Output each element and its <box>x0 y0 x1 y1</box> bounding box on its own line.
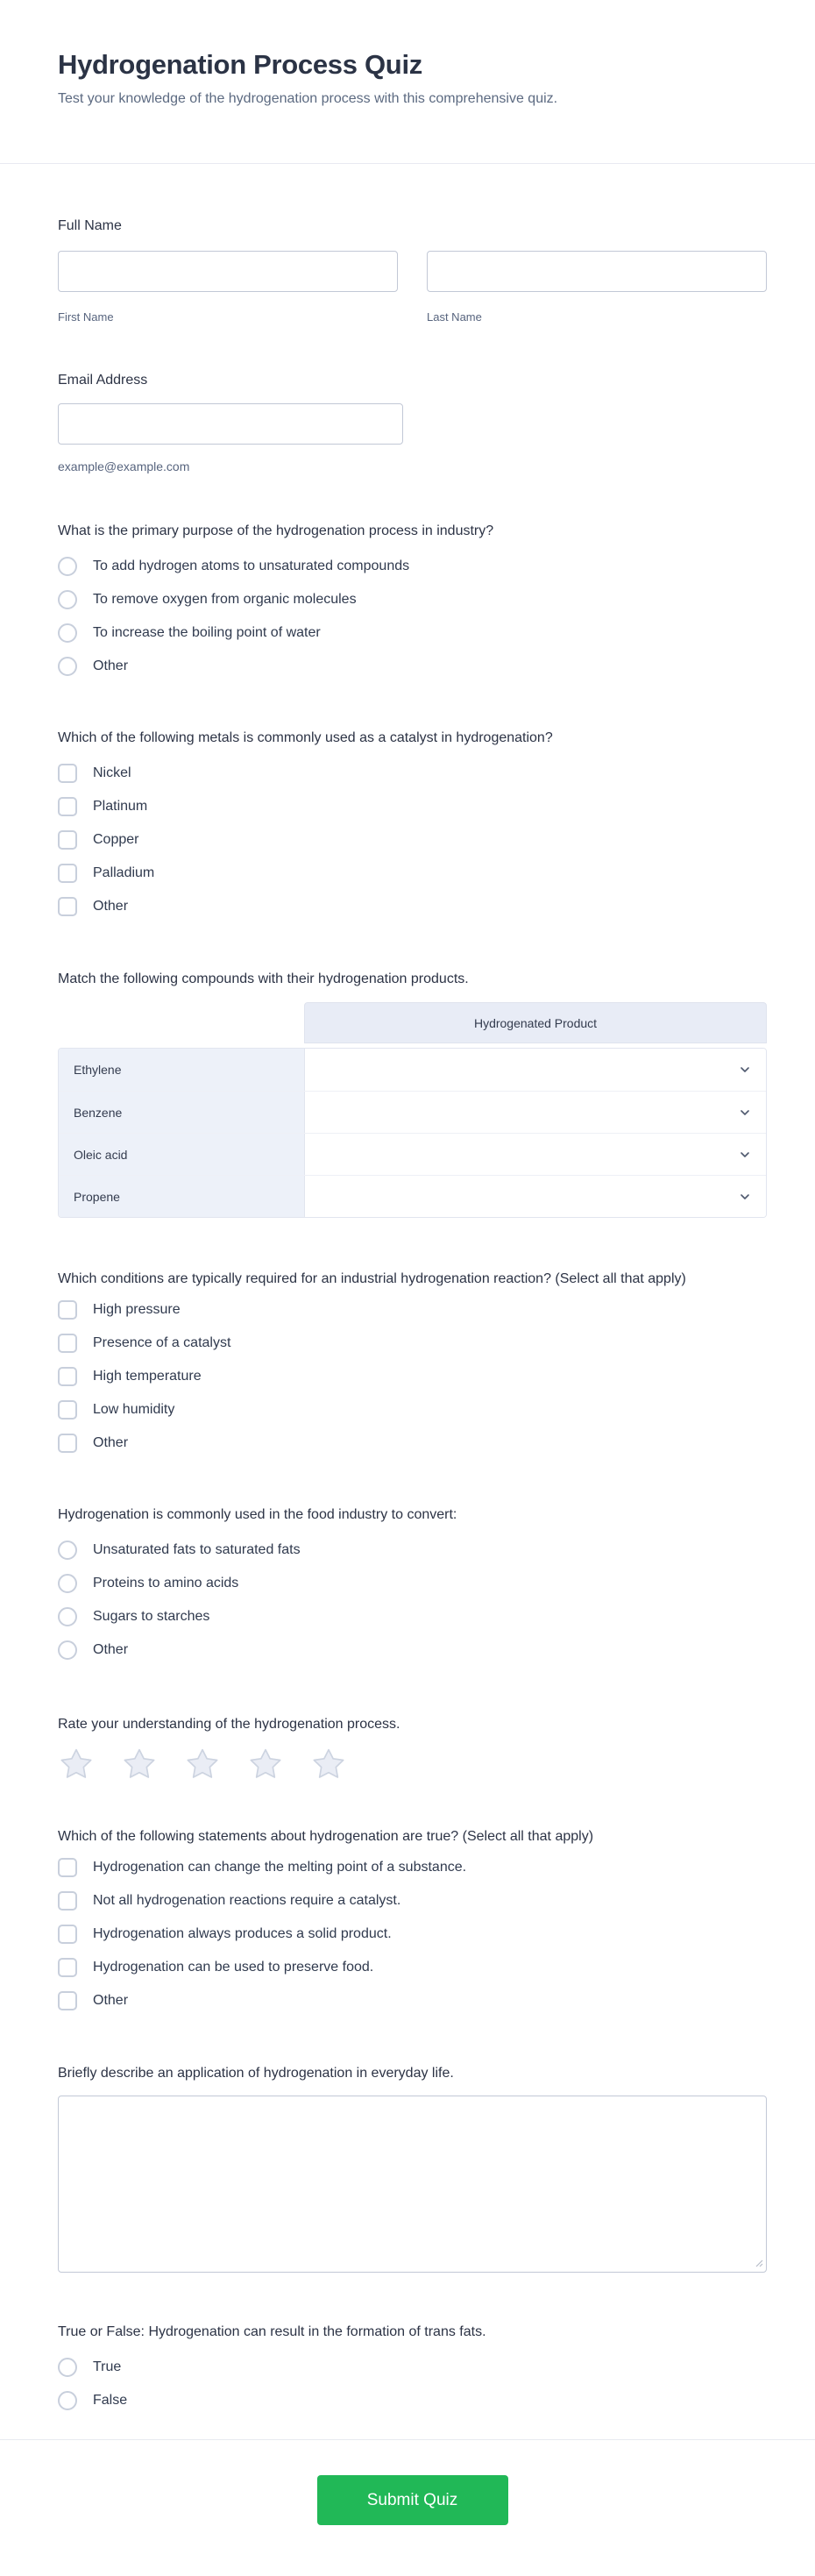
chevron-down-icon <box>738 1063 752 1077</box>
checkbox-icon[interactable] <box>58 1958 77 1977</box>
matrix-row-label: Propene <box>59 1176 305 1217</box>
radio-icon[interactable] <box>58 1607 77 1626</box>
option-label: To increase the boiling point of water <box>93 625 321 640</box>
matrix-corner <box>58 1002 304 1043</box>
option-label: Proteins to amino acids <box>93 1576 239 1590</box>
checkbox-option[interactable] <box>58 1333 767 1354</box>
radio-option[interactable] <box>58 1573 767 1594</box>
last-name-sublabel: Last Name <box>427 310 482 324</box>
question-purpose <box>58 519 767 677</box>
star-icon[interactable] <box>247 1747 284 1782</box>
checkbox-option[interactable] <box>58 1990 767 2011</box>
option-label: Sugars to starches <box>93 1609 210 1624</box>
matrix-select-propene[interactable] <box>305 1176 766 1217</box>
radio-option[interactable] <box>58 1540 767 1561</box>
checkbox-option[interactable] <box>58 1857 767 1878</box>
option-label: Other <box>93 1993 129 2008</box>
checkbox-icon[interactable] <box>58 1367 77 1386</box>
checkbox-option[interactable] <box>58 829 767 850</box>
option-label: Nickel <box>93 765 131 780</box>
matrix-select-oleic-acid[interactable] <box>305 1134 766 1175</box>
question-match <box>58 967 767 1218</box>
chevron-down-icon <box>738 1148 752 1162</box>
question-label: Which conditions are typically required for an industrial hydrogenation reaction? (Select all that apply) <box>58 1271 686 1286</box>
checkbox-icon[interactable] <box>58 864 77 883</box>
checkbox-option[interactable] <box>58 1890 767 1911</box>
matrix-row-label: Ethylene <box>59 1049 305 1091</box>
application-textarea[interactable] <box>58 2096 767 2273</box>
checkbox-option[interactable] <box>58 1957 767 1978</box>
option-label: Unsaturated fats to saturated fats <box>93 1542 301 1557</box>
question-application <box>58 2061 767 2273</box>
star-rating <box>58 1747 767 1782</box>
checkbox-icon[interactable] <box>58 1400 77 1420</box>
footer-divider <box>0 2439 815 2440</box>
matrix-row-label: Oleic acid <box>59 1134 305 1175</box>
full-name-field <box>58 214 767 324</box>
matrix-table <box>58 1002 767 1218</box>
full-name-label: Full Name <box>58 218 122 233</box>
option-label: To remove oxygen from organic molecules <box>93 592 357 607</box>
checkbox-icon[interactable] <box>58 1334 77 1353</box>
radio-option[interactable] <box>58 2390 767 2411</box>
form-header <box>58 0 767 109</box>
checkbox-icon[interactable] <box>58 1300 77 1320</box>
question-label: What is the primary purpose of the hydrogenation process in industry? <box>58 523 494 538</box>
question-conditions <box>58 1267 767 1454</box>
last-name-input[interactable] <box>427 251 767 292</box>
matrix-row-label: Benzene <box>59 1092 305 1133</box>
checkbox-icon[interactable] <box>58 1991 77 2010</box>
checkbox-option[interactable] <box>58 1366 767 1387</box>
option-label: True <box>93 2359 122 2374</box>
radio-option[interactable] <box>58 589 767 610</box>
option-label: Other <box>93 658 129 673</box>
checkbox-option[interactable] <box>58 1399 767 1420</box>
question-statements <box>58 1825 767 2011</box>
radio-option[interactable] <box>58 1606 767 1627</box>
checkbox-option[interactable] <box>58 1433 767 1454</box>
first-name-input[interactable] <box>58 251 398 292</box>
question-label: Briefly describe an application of hydrogenation in everyday life. <box>58 2066 454 2081</box>
checkbox-icon[interactable] <box>58 797 77 816</box>
page-title: Hydrogenation Process Quiz <box>58 49 422 80</box>
matrix-column-header: Hydrogenated Product <box>304 1002 767 1043</box>
question-label: Hydrogenation is commonly used in the food industry to convert: <box>58 1507 457 1522</box>
checkbox-option[interactable] <box>58 896 767 917</box>
radio-icon[interactable] <box>58 2391 77 2410</box>
radio-option[interactable] <box>58 623 767 644</box>
option-label: Other <box>93 1435 129 1450</box>
option-label: Platinum <box>93 799 148 814</box>
option-label: Not all hydrogenation reactions require a catalyst. <box>93 1893 401 1908</box>
checkbox-option[interactable] <box>58 763 767 784</box>
matrix-select-ethylene[interactable] <box>305 1049 766 1091</box>
radio-icon[interactable] <box>58 657 77 676</box>
option-label: High temperature <box>93 1369 202 1384</box>
checkbox-icon[interactable] <box>58 1434 77 1453</box>
radio-icon[interactable] <box>58 1640 77 1660</box>
checkbox-option[interactable] <box>58 796 767 817</box>
checkbox-option[interactable] <box>58 1299 767 1320</box>
option-label: Low humidity <box>93 1402 175 1417</box>
radio-icon[interactable] <box>58 1574 77 1593</box>
question-label: True or False: Hydrogenation can result in the formation of trans fats. <box>58 2324 486 2339</box>
checkbox-icon[interactable] <box>58 830 77 850</box>
matrix-row <box>59 1091 766 1133</box>
option-label: Other <box>93 899 129 914</box>
question-rating <box>58 1712 767 1782</box>
radio-option[interactable] <box>58 1640 767 1661</box>
matrix-row <box>59 1133 766 1175</box>
option-label: Hydrogenation can change the melting point of a substance. <box>93 1860 467 1875</box>
question-metals <box>58 726 767 917</box>
radio-icon[interactable] <box>58 590 77 609</box>
radio-icon[interactable] <box>58 2358 77 2377</box>
star-icon[interactable] <box>310 1747 347 1782</box>
option-label: Palladium <box>93 865 155 880</box>
email-label: Email Address <box>58 373 148 388</box>
matrix-row <box>59 1175 766 1217</box>
radio-option[interactable] <box>58 656 767 677</box>
option-label: Hydrogenation always produces a solid product. <box>93 1926 392 1941</box>
option-label: Other <box>93 1642 129 1657</box>
checkbox-icon[interactable] <box>58 897 77 916</box>
page-subtitle: Test your knowledge of the hydrogenation process with this comprehensive quiz. <box>58 91 558 106</box>
star-icon[interactable] <box>184 1747 221 1782</box>
option-label: Presence of a catalyst <box>93 1335 231 1350</box>
chevron-down-icon <box>738 1190 752 1204</box>
matrix-row <box>59 1049 766 1091</box>
question-true-false <box>58 2320 767 2411</box>
question-label: Which of the following statements about hydrogenation are true? (Select all that apply) <box>58 1829 594 1844</box>
radio-option[interactable] <box>58 556 767 577</box>
checkbox-icon[interactable] <box>58 1891 77 1911</box>
matrix-select-benzene[interactable] <box>305 1092 766 1133</box>
option-label: High pressure <box>93 1302 181 1317</box>
star-icon[interactable] <box>58 1747 95 1782</box>
option-label: Copper <box>93 832 139 847</box>
question-label: Match the following compounds with their hydrogenation products. <box>58 971 469 986</box>
checkbox-icon[interactable] <box>58 1925 77 1944</box>
email-sublabel: example@example.com <box>58 459 190 473</box>
radio-icon[interactable] <box>58 623 77 643</box>
first-name-sublabel: First Name <box>58 310 114 324</box>
checkbox-option[interactable] <box>58 1924 767 1945</box>
chevron-down-icon <box>738 1106 752 1120</box>
radio-option[interactable] <box>58 2357 767 2378</box>
question-food <box>58 1503 767 1661</box>
submit-button[interactable]: Submit Quiz <box>317 2475 508 2525</box>
checkbox-option[interactable] <box>58 863 767 884</box>
checkbox-icon[interactable] <box>58 764 77 783</box>
email-field <box>58 368 767 473</box>
radio-icon[interactable] <box>58 1541 77 1560</box>
star-icon[interactable] <box>121 1747 158 1782</box>
header-divider <box>0 163 815 164</box>
radio-icon[interactable] <box>58 557 77 576</box>
option-label: Hydrogenation can be used to preserve food. <box>93 1960 374 1975</box>
checkbox-icon[interactable] <box>58 1858 77 1877</box>
option-label: To add hydrogen atoms to unsaturated compounds <box>93 559 410 573</box>
submit-area <box>58 2475 767 2525</box>
question-label: Which of the following metals is commonly used as a catalyst in hydrogenation? <box>58 730 553 745</box>
option-label: False <box>93 2393 128 2408</box>
email-input[interactable] <box>58 403 403 445</box>
question-label: Rate your understanding of the hydrogenation process. <box>58 1717 400 1732</box>
